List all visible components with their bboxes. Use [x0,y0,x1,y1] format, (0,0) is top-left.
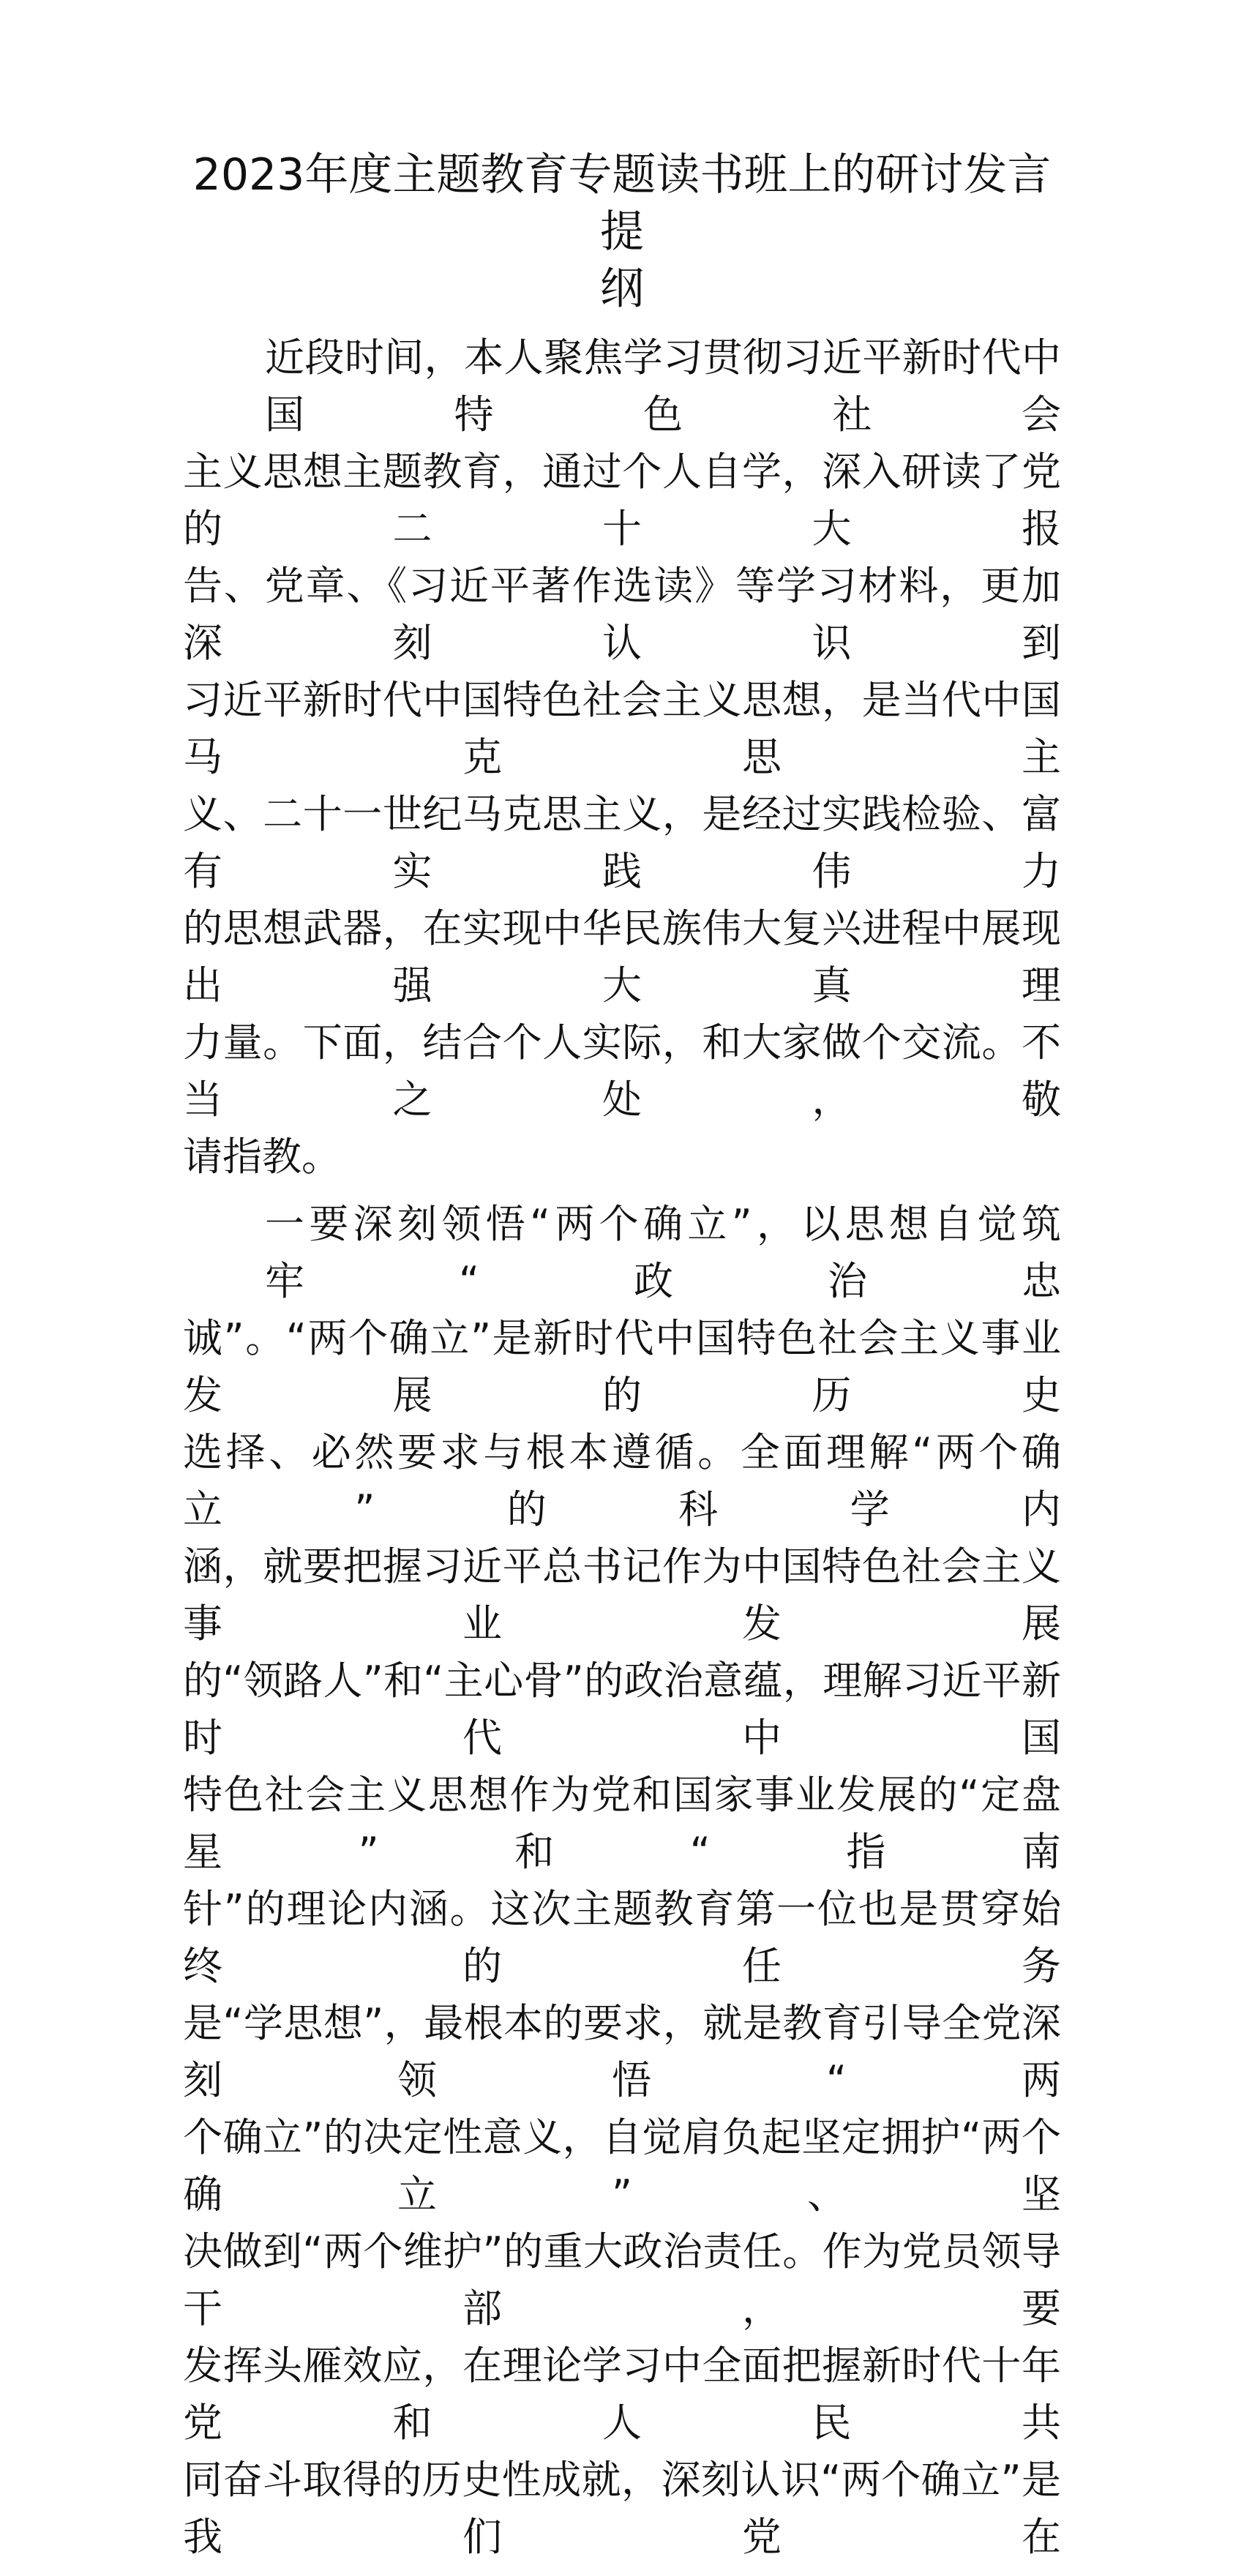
text-line: 决做到“两个维护”的重大政治责任。作为党员领导干部，要 [183,2228,1061,2332]
text-line: 个确立”的决定性意义，自觉肩负起坚定拥护“两个确立”、坚 [183,2114,1061,2217]
text-line: 一要深刻领悟“两个确立”，以思想自觉筑牢“政治忠 [265,1201,1061,1304]
text-line: 近段时间，本人聚焦学习贯彻习近平新时代中国特色社会 [265,334,1061,438]
text-line: 主义思想主题教育，通过个人自学，深入研读了党的二十大报 [183,449,1061,552]
title-line: 纲 [600,263,644,315]
text-line: 针”的理论内涵。这次主题教育第一位也是贯穿始终的任务 [183,1886,1061,1989]
text-line: 义、二十一世纪马克思主义，是经过实践检验、富有实践伟力 [183,791,1061,894]
text-line: 习近平新时代中国特色社会主义思想，是当代中国马克思主 [183,677,1061,780]
text-line: 请指教。 [183,1134,341,1180]
text-line: 的“领路人”和“主心骨”的政治意蕴，理解习近平新时代中国 [183,1658,1061,1761]
text-line: 告、党章、《习近平著作选读》等学习材料，更加深刻认识到 [183,563,1061,666]
title-line: 2023年度主题教育专题读书班上的研讨发言提 [192,149,1052,258]
document-body [183,329,1061,2566]
text-line: 的思想武器，在实现中华民族伟大复兴进程中展现出强大真理 [183,905,1061,1008]
text-line: 力量。下面，结合个人实际，和大家做个交流。不当之处，敬 [183,1019,1061,1123]
document-title [183,146,1061,318]
text-line: 同奋斗取得的历史性成就，深刻认识“两个确立”是我们党在 [183,2457,1061,2560]
text-line: 选择、必然要求与根本遵循。全面理解“两个确立”的科学内 [183,1429,1061,1532]
text-line: 涵，就要把握习近平总书记作为中国特色社会主义事业发展 [183,1543,1061,1647]
text-line: 特色社会主义思想作为党和国家事业发展的“定盘星”和“指南 [183,1772,1061,1875]
paragraph-intro [183,329,1061,1186]
text-line: 发挥头雁效应，在理论学习中全面把握新时代十年党和人民共 [183,2343,1061,2446]
text-line: 是“学思想”，最根本的要求，就是教育引导全党深刻领悟“两 [183,2000,1061,2103]
text-line: 诚”。“两个确立”是新时代中国特色社会主义事业发展的历史 [183,1315,1061,1418]
paragraph-point-one [183,1196,1061,2566]
